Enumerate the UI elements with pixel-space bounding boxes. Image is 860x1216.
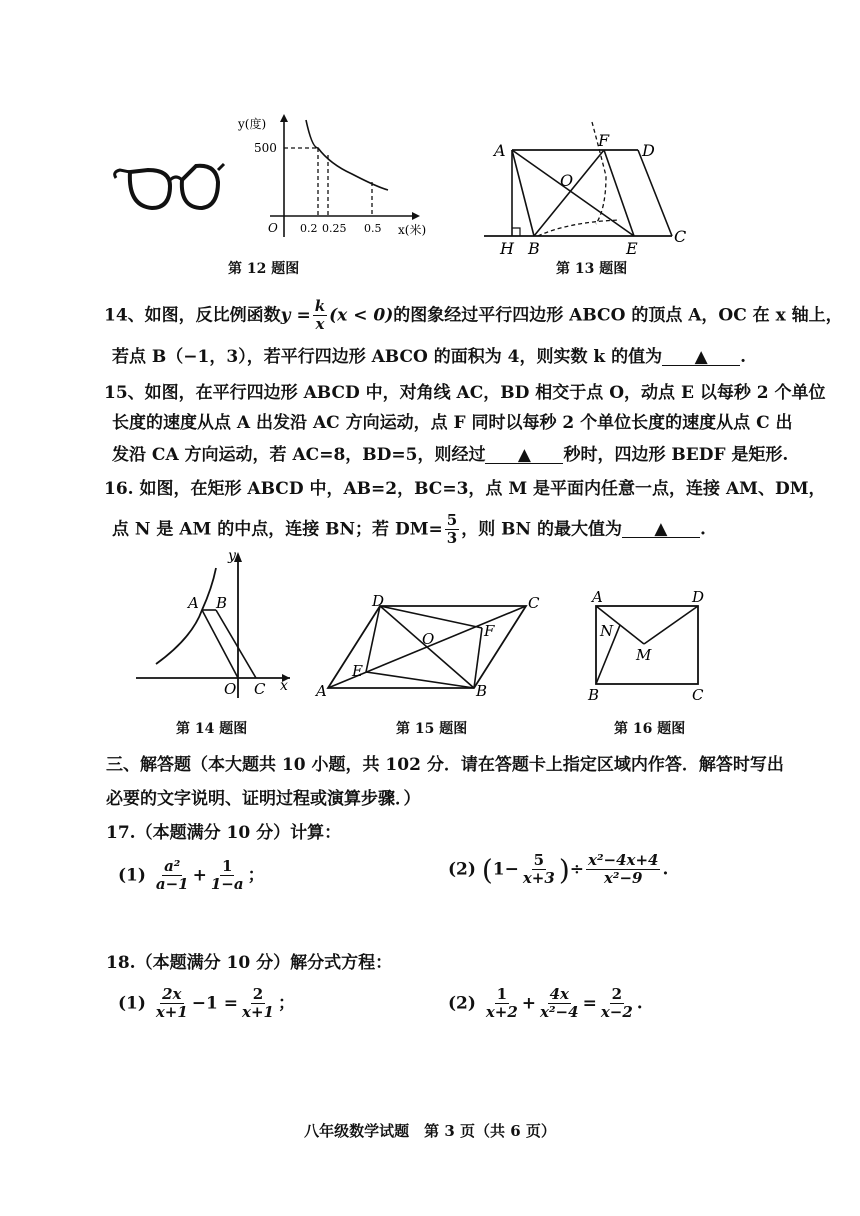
fig12-origin: O — [268, 221, 278, 235]
fig14-point-C: C — [254, 680, 266, 698]
q14-fraction: $\frac{k}{x}$ — [314, 297, 326, 334]
q16-answer-blank: ▲ — [622, 521, 700, 538]
q15-line2: 长度的速度从点 A 出发沿 AC 方向运动，点 F 同时以每秒 2 个单位长度的速度从点 C 出 — [112, 413, 793, 433]
q16-line2: 点 N 是 AM 的中点，连接 BN；若 DM= $\frac{5}{3}$ ，则 BN 的最大值为 ▲ . — [112, 511, 706, 548]
section3-heading-line2: 必要的文字说明、证明过程或演算步骤．） — [106, 789, 421, 809]
glasses-illustration — [108, 150, 228, 220]
fig13-point-A: A — [494, 141, 506, 160]
q14-func-y: y = — [280, 305, 311, 326]
fig13-point-F: F — [598, 131, 610, 150]
fig16-point-N: N — [600, 622, 614, 640]
fig16-point-M: M — [636, 646, 652, 664]
fig13-point-D: D — [642, 141, 655, 160]
q18-title: 18.（本题满分 10 分）解分式方程： — [106, 953, 393, 973]
q14-text-b: 的图象经过平行四边形 ABCO 的顶点 A，OC 在 x 轴上， — [393, 305, 843, 326]
fig16-point-B: B — [588, 686, 600, 704]
fig13-point-H: H — [500, 239, 514, 258]
q16-line1: 16. 如图，在矩形 ABCD 中，AB=2，BC=3，点 M 是平面内任意一点，连接 AM、DM， — [104, 479, 826, 499]
fig12-y-tick: 500 — [254, 141, 277, 155]
q15-line1: 15、如图，在平行四边形 ABCD 中，对角线 AC，BD 相交于点 O，动点 E 以每秒 2 个单位 — [104, 383, 826, 403]
fig15-point-B: B — [476, 682, 488, 700]
q14-answer-blank: ▲ — [662, 349, 740, 366]
fig14-point-A: A — [188, 594, 199, 612]
fig12-x-tick-1: 0.2 — [300, 222, 318, 235]
fig14-caption: 第 14 题图 — [176, 721, 248, 737]
fig16-point-D: D — [692, 588, 705, 606]
fig13-caption: 第 13 题图 — [556, 261, 628, 277]
fig15-point-E: E — [352, 662, 363, 680]
fig13-point-E: E — [626, 239, 638, 258]
q17-part2: (2) (1− $\frac{5}{x+3}$ )÷ $\frac{\text{x²−4x+4}}{\text{x²−9}}$ . — [448, 851, 669, 888]
q18-part1: (1) $\frac{2x}{x+1}$ −1 = $\frac{2}{x+1}$ ； — [118, 985, 295, 1022]
fig12-graph — [232, 112, 427, 242]
fig16-point-C: C — [692, 686, 704, 704]
fig15-point-F: F — [484, 622, 495, 640]
section3-heading-line1: 三、解答题（本大题共 10 小题，共 102 分．请在答题卡上指定区域内作答．解答时写出 — [106, 755, 784, 775]
fig15-point-C: C — [528, 594, 540, 612]
fig15-point-O: O — [422, 630, 435, 648]
fig14-point-O: O — [224, 680, 237, 698]
q14-text-a: 14、如图，反比例函数 — [104, 305, 281, 326]
fig12-caption: 第 12 题图 — [228, 261, 300, 277]
fig15-point-D: D — [372, 592, 385, 610]
q15-answer-blank: ▲ — [485, 447, 563, 464]
fig13-point-O: O — [560, 171, 574, 190]
q14-line2: 若点 B（−1，3），若平行四边形 ABCO 的面积为 4，则实数 k 的值为 ▲ . — [112, 347, 747, 367]
fig15-point-A: A — [316, 682, 327, 700]
fig15-caption: 第 15 题图 — [396, 721, 468, 737]
fig16-caption: 第 16 题图 — [614, 721, 686, 737]
fig13-point-B: B — [528, 239, 540, 258]
q15-line3: 发沿 CA 方向运动，若 AC=8，BD=5，则经过 ▲ 秒时，四边形 BEDF 是矩形. — [112, 445, 789, 465]
q17-title: 17.（本题满分 10 分）计算： — [106, 823, 342, 843]
fig13-point-C: C — [674, 227, 687, 246]
q14-line1 — [104, 298, 843, 334]
fig14-axis-x: x — [280, 678, 288, 694]
fig12-x-tick-2: 0.25 — [322, 222, 347, 235]
fig12-y-label: y(度) — [238, 117, 267, 131]
fig15-figure — [314, 592, 544, 704]
q17-part1: (1) $\frac{\text{a²}}{a-1}$ + $\frac{1}{1-a}$ ； — [118, 857, 265, 894]
q16-fraction: $\frac{5}{3}$ — [446, 511, 458, 548]
fig12-x-tick-3: 0.5 — [364, 222, 382, 235]
fig14-point-B: B — [216, 594, 228, 612]
fig13-figure — [488, 112, 698, 262]
fig14-axis-y: y — [228, 548, 236, 564]
fig16-point-A: A — [592, 588, 603, 606]
fig14-figure — [132, 548, 302, 708]
fig12-x-label: x(米) — [398, 223, 427, 237]
q18-part2: (2) $\frac{1}{x+2}$ + $\frac{4x}{\text{x²−4}}$ = $\frac{2}{x-2}$ . — [448, 985, 643, 1022]
page-footer: 八年级数学试题 第 3 页（共 6 页） — [304, 1122, 556, 1140]
q14-condition: (x < 0) — [329, 305, 394, 326]
fig16-figure — [582, 586, 722, 706]
